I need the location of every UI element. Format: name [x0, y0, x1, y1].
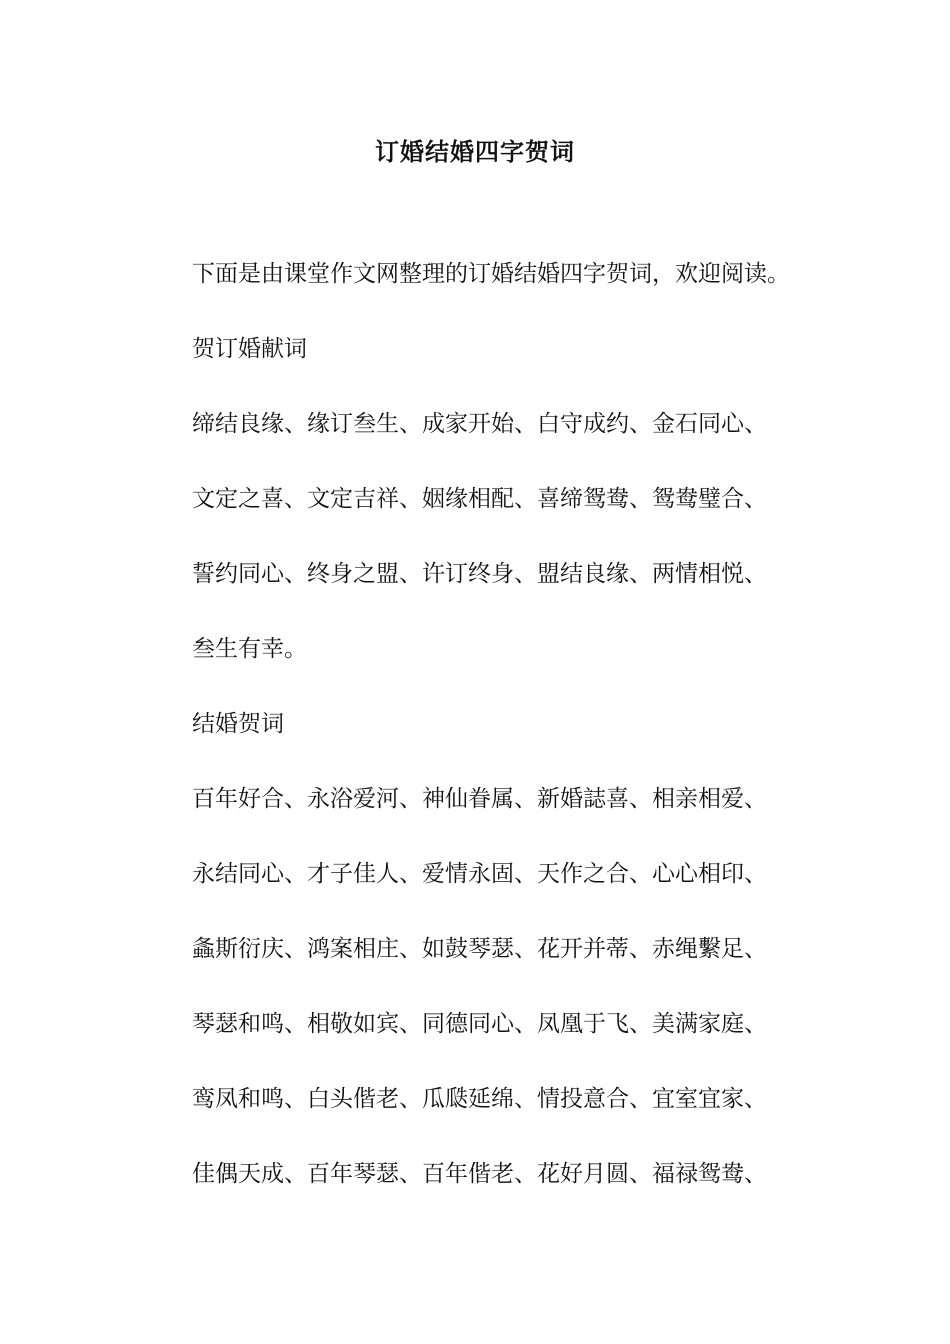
wedding-line: 鸾凤和鸣、白头偕老、瓜瓞延绵、情投意合、宜室宜家、 — [192, 1086, 767, 1112]
document-body — [192, 258, 892, 1233]
section-heading-wedding: 结婚贺词 — [192, 711, 284, 737]
wedding-line: 螽斯衍庆、鸿案相庄、如鼓琴瑟、花开并蒂、赤绳繫足、 — [192, 936, 767, 962]
wedding-line: 琴瑟和鸣、相敬如宾、同德同心、凤凰于飞、美满家庭、 — [192, 1011, 767, 1037]
wedding-line: 百年好合、永浴爱河、神仙眷属、新婚誌喜、相亲相爱、 — [192, 786, 767, 812]
engagement-line: 缔结良缘、缘订叁生、成家开始、白守成约、金石同心、 — [192, 411, 767, 437]
wedding-line: 永结同心、才子佳人、爱情永固、天作之合、心心相印、 — [192, 861, 767, 887]
engagement-line: 誓约同心、终身之盟、许订终身、盟结良缘、两情相悦、 — [192, 561, 767, 587]
engagement-line: 叁生有幸。 — [192, 636, 307, 662]
document-title: 订婚结婚四字贺词 — [375, 137, 575, 166]
section-heading-engagement: 贺订婚献词 — [192, 336, 307, 362]
engagement-line: 文定之喜、文定吉祥、姻缘相配、喜缔鸳鸯、鸳鸯璧合、 — [192, 486, 767, 512]
intro-paragraph: 下面是由课堂作文网整理的订婚结婚四字贺词，欢迎阅读。 — [192, 261, 790, 287]
wedding-line: 佳偶天成、百年琴瑟、百年偕老、花好月圆、福禄鸳鸯、 — [192, 1161, 767, 1187]
